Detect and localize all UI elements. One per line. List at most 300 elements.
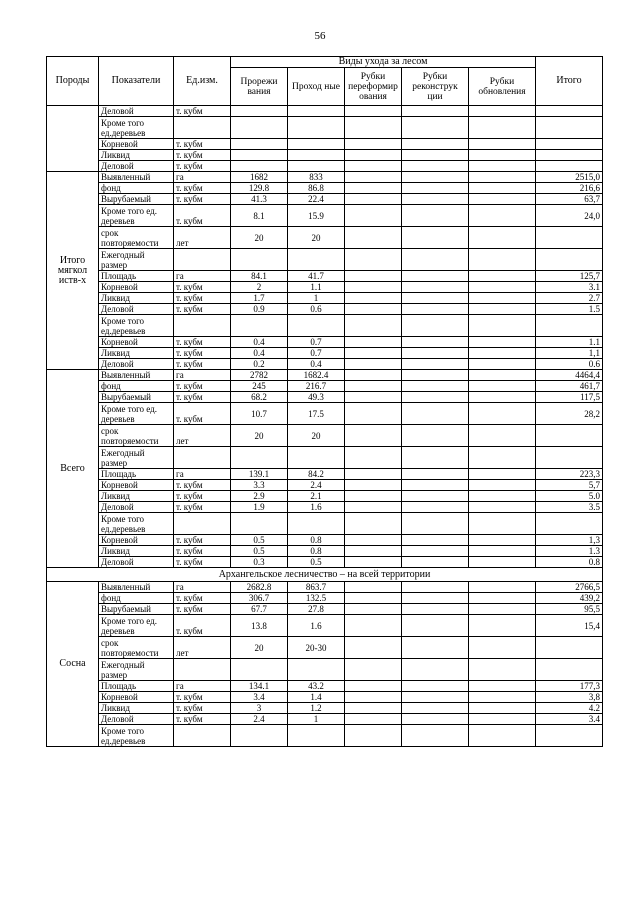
passage-cell: 2.1 (288, 491, 345, 502)
thinning-cell: 68.2 (231, 392, 288, 403)
section-label: Архангельское лесничество – на всей территории (47, 568, 603, 582)
indicator-cell: Деловой (99, 557, 174, 568)
unit-cell (174, 513, 231, 535)
header-indicators: Показатели (99, 57, 174, 106)
reform-cell (345, 205, 402, 227)
total-cell (536, 161, 603, 172)
reform-cell (345, 370, 402, 381)
table-row (47, 227, 603, 249)
reconstruct-cell (402, 615, 469, 637)
thinning-cell: 2.4 (231, 714, 288, 725)
renewal-cell (469, 491, 536, 502)
reconstruct-cell (402, 106, 469, 117)
renewal-cell (469, 139, 536, 150)
unit-cell: т. кубм (174, 381, 231, 392)
renewal-cell (469, 183, 536, 194)
reform-cell (345, 161, 402, 172)
thinning-cell: 20 (231, 637, 288, 659)
indicator-cell: Корневой (99, 692, 174, 703)
renewal-cell (469, 381, 536, 392)
thinning-cell (231, 106, 288, 117)
table-row (47, 615, 603, 637)
total-cell (536, 447, 603, 469)
total-cell: 223,3 (536, 469, 603, 480)
renewal-cell (469, 117, 536, 139)
passage-cell: 0.8 (288, 535, 345, 546)
unit-cell (174, 659, 231, 681)
total-cell: 5,7 (536, 480, 603, 491)
passage-cell: 1.6 (288, 615, 345, 637)
indicator-cell: Ликвид (99, 348, 174, 359)
indicator-cell: Деловой (99, 304, 174, 315)
header-renewal: Рубки обновления (469, 68, 536, 106)
renewal-cell (469, 304, 536, 315)
thinning-cell: 2 (231, 282, 288, 293)
renewal-cell (469, 315, 536, 337)
unit-cell: га (174, 469, 231, 480)
indicator-cell: Корневой (99, 282, 174, 293)
passage-cell (288, 117, 345, 139)
passage-cell: 0.7 (288, 348, 345, 359)
renewal-cell (469, 637, 536, 659)
total-cell: 3.4 (536, 714, 603, 725)
reform-cell (345, 106, 402, 117)
indicator-cell: Выявленный (99, 172, 174, 183)
unit-cell: т. кубм (174, 194, 231, 205)
passage-cell: 22.4 (288, 194, 345, 205)
passage-cell: 1.6 (288, 502, 345, 513)
renewal-cell (469, 546, 536, 557)
passage-cell: 1.2 (288, 703, 345, 714)
header-unit: Ед.изм. (174, 57, 231, 106)
thinning-cell: 3.3 (231, 480, 288, 491)
thinning-cell: 20 (231, 425, 288, 447)
unit-cell: га (174, 271, 231, 282)
reform-cell (345, 725, 402, 747)
total-cell: 15,4 (536, 615, 603, 637)
passage-cell: 41.7 (288, 271, 345, 282)
indicator-cell: Ликвид (99, 703, 174, 714)
reconstruct-cell (402, 315, 469, 337)
table-row (47, 205, 603, 227)
indicator-cell: Корневой (99, 139, 174, 150)
total-cell: 2766,5 (536, 582, 603, 593)
table-row (47, 546, 603, 557)
renewal-cell (469, 161, 536, 172)
thinning-cell: 3 (231, 703, 288, 714)
renewal-cell (469, 293, 536, 304)
passage-cell (288, 161, 345, 172)
indicator-cell: Площадь (99, 469, 174, 480)
reconstruct-cell (402, 582, 469, 593)
reform-cell (345, 593, 402, 604)
reform-cell (345, 304, 402, 315)
table-row (47, 469, 603, 480)
indicator-cell: Площадь (99, 681, 174, 692)
header-total: Итого (536, 57, 603, 106)
reconstruct-cell (402, 535, 469, 546)
reform-cell (345, 227, 402, 249)
thinning-cell (231, 447, 288, 469)
unit-cell: т. кубм (174, 161, 231, 172)
reconstruct-cell (402, 502, 469, 513)
table-row (47, 714, 603, 725)
thinning-cell (231, 161, 288, 172)
unit-cell: т. кубм (174, 546, 231, 557)
reform-cell (345, 703, 402, 714)
reconstruct-cell (402, 139, 469, 150)
reform-cell (345, 714, 402, 725)
reconstruct-cell (402, 480, 469, 491)
thinning-cell (231, 725, 288, 747)
reform-cell (345, 659, 402, 681)
total-cell: 3,8 (536, 692, 603, 703)
unit-cell: т. кубм (174, 205, 231, 227)
table-row (47, 359, 603, 370)
thinning-cell: 67.7 (231, 604, 288, 615)
thinning-cell (231, 659, 288, 681)
unit-cell: т. кубм (174, 150, 231, 161)
table-row (47, 582, 603, 593)
total-cell: 216,6 (536, 183, 603, 194)
table-row (47, 249, 603, 271)
thinning-cell: 245 (231, 381, 288, 392)
species-cell: Всего (47, 370, 99, 568)
table-row (47, 692, 603, 703)
thinning-cell: 306.7 (231, 593, 288, 604)
unit-cell: га (174, 370, 231, 381)
unit-cell: т. кубм (174, 348, 231, 359)
reconstruct-cell (402, 304, 469, 315)
renewal-cell (469, 194, 536, 205)
passage-cell (288, 725, 345, 747)
passage-cell: 20 (288, 227, 345, 249)
thinning-cell: 3.4 (231, 692, 288, 703)
passage-cell: 1.4 (288, 692, 345, 703)
total-cell (536, 425, 603, 447)
indicator-cell: Выявленный (99, 582, 174, 593)
renewal-cell (469, 615, 536, 637)
renewal-cell (469, 725, 536, 747)
passage-cell: 2.4 (288, 480, 345, 491)
renewal-cell (469, 692, 536, 703)
thinning-cell (231, 150, 288, 161)
indicator-cell: срок повторяемости (99, 425, 174, 447)
indicator-cell: Ежегодный размер (99, 447, 174, 469)
renewal-cell (469, 106, 536, 117)
unit-cell: т. кубм (174, 714, 231, 725)
renewal-cell (469, 469, 536, 480)
thinning-cell: 0.5 (231, 535, 288, 546)
indicator-cell: Корневой (99, 337, 174, 348)
indicator-cell: Кроме того ед.деревьев (99, 725, 174, 747)
indicator-cell: срок повторяемости (99, 227, 174, 249)
reform-cell (345, 282, 402, 293)
passage-cell: 0.4 (288, 359, 345, 370)
passage-cell: 863.7 (288, 582, 345, 593)
table-row (47, 315, 603, 337)
unit-cell: лет (174, 227, 231, 249)
thinning-cell: 84.1 (231, 271, 288, 282)
thinning-cell: 0.2 (231, 359, 288, 370)
total-cell (536, 106, 603, 117)
thinning-cell (231, 139, 288, 150)
reform-cell (345, 381, 402, 392)
total-cell: 95,5 (536, 604, 603, 615)
reform-cell (345, 480, 402, 491)
renewal-cell (469, 249, 536, 271)
reform-cell (345, 348, 402, 359)
total-cell: 2.7 (536, 293, 603, 304)
thinning-cell: 1682 (231, 172, 288, 183)
unit-cell: лет (174, 637, 231, 659)
total-cell (536, 249, 603, 271)
reform-cell (345, 637, 402, 659)
unit-cell: т. кубм (174, 139, 231, 150)
passage-cell: 27.8 (288, 604, 345, 615)
indicator-cell: Корневой (99, 480, 174, 491)
table-row (47, 725, 603, 747)
reconstruct-cell (402, 205, 469, 227)
thinning-cell: 0.4 (231, 337, 288, 348)
thinning-cell (231, 117, 288, 139)
table-row (47, 271, 603, 282)
indicator-cell: Кроме того ед.деревьев (99, 315, 174, 337)
reconstruct-cell (402, 293, 469, 304)
reconstruct-cell (402, 282, 469, 293)
passage-cell (288, 249, 345, 271)
thinning-cell: 0.4 (231, 348, 288, 359)
table-row (47, 150, 603, 161)
table-row (47, 557, 603, 568)
table-row (47, 282, 603, 293)
table-row (47, 194, 603, 205)
reconstruct-cell (402, 183, 469, 194)
section-row (47, 568, 603, 582)
indicator-cell: фонд (99, 381, 174, 392)
table-row (47, 703, 603, 714)
reconstruct-cell (402, 381, 469, 392)
renewal-cell (469, 681, 536, 692)
reform-cell (345, 271, 402, 282)
indicator-cell: Деловой (99, 359, 174, 370)
thinning-cell: 134.1 (231, 681, 288, 692)
total-cell: 0.8 (536, 557, 603, 568)
table-row (47, 659, 603, 681)
thinning-cell (231, 315, 288, 337)
reform-cell (345, 425, 402, 447)
total-cell (536, 659, 603, 681)
thinning-cell: 1.9 (231, 502, 288, 513)
renewal-cell (469, 172, 536, 183)
unit-cell: т. кубм (174, 304, 231, 315)
passage-cell (288, 659, 345, 681)
thinning-cell: 0.9 (231, 304, 288, 315)
thinning-cell (231, 513, 288, 535)
unit-cell: т. кубм (174, 359, 231, 370)
reform-cell (345, 249, 402, 271)
thinning-cell: 0.5 (231, 546, 288, 557)
total-cell (536, 227, 603, 249)
total-cell: 5.0 (536, 491, 603, 502)
reform-cell (345, 194, 402, 205)
table-row (47, 161, 603, 172)
reform-cell (345, 183, 402, 194)
total-cell (536, 315, 603, 337)
total-cell (536, 117, 603, 139)
renewal-cell (469, 703, 536, 714)
unit-cell: т. кубм (174, 557, 231, 568)
header-species: Породы (47, 57, 99, 106)
renewal-cell (469, 447, 536, 469)
reform-cell (345, 337, 402, 348)
reform-cell (345, 535, 402, 546)
renewal-cell (469, 348, 536, 359)
thinning-cell: 2782 (231, 370, 288, 381)
renewal-cell (469, 480, 536, 491)
indicator-cell: Площадь (99, 271, 174, 282)
passage-cell (288, 139, 345, 150)
table-row (47, 447, 603, 469)
table-body (47, 106, 603, 747)
passage-cell: 833 (288, 172, 345, 183)
table-row (47, 117, 603, 139)
reform-cell (345, 557, 402, 568)
indicator-cell: Деловой (99, 714, 174, 725)
header-thinning: Прорежи вания (231, 68, 288, 106)
table-row (47, 139, 603, 150)
indicator-cell: Кроме того ед. деревьев (99, 615, 174, 637)
table-header (47, 57, 603, 106)
indicator-cell: Кроме того ед. деревьев (99, 205, 174, 227)
reconstruct-cell (402, 249, 469, 271)
reform-cell (345, 491, 402, 502)
reconstruct-cell (402, 491, 469, 502)
thinning-cell: 2682.8 (231, 582, 288, 593)
passage-cell: 0.8 (288, 546, 345, 557)
renewal-cell (469, 337, 536, 348)
unit-cell: лет (174, 425, 231, 447)
renewal-cell (469, 205, 536, 227)
renewal-cell (469, 659, 536, 681)
renewal-cell (469, 370, 536, 381)
passage-cell: 216.7 (288, 381, 345, 392)
table-row (47, 381, 603, 392)
thinning-cell: 13.8 (231, 615, 288, 637)
reconstruct-cell (402, 337, 469, 348)
total-cell: 117,5 (536, 392, 603, 403)
indicator-cell: Ликвид (99, 546, 174, 557)
unit-cell: т. кубм (174, 282, 231, 293)
header-care-types: Виды ухода за лесом (231, 57, 536, 68)
total-cell (536, 637, 603, 659)
renewal-cell (469, 513, 536, 535)
table-row (47, 480, 603, 491)
indicator-cell: Деловой (99, 106, 174, 117)
reconstruct-cell (402, 348, 469, 359)
unit-cell: т. кубм (174, 106, 231, 117)
unit-cell: т. кубм (174, 615, 231, 637)
table-row (47, 637, 603, 659)
renewal-cell (469, 271, 536, 282)
table-row (47, 106, 603, 117)
reform-cell (345, 139, 402, 150)
total-cell: 1,1 (536, 348, 603, 359)
thinning-cell: 0.3 (231, 557, 288, 568)
reform-cell (345, 469, 402, 480)
indicator-cell: фонд (99, 593, 174, 604)
reconstruct-cell (402, 703, 469, 714)
unit-cell (174, 725, 231, 747)
reform-cell (345, 502, 402, 513)
indicator-cell: Ликвид (99, 491, 174, 502)
indicator-cell: Кроме того ед.деревьев (99, 513, 174, 535)
renewal-cell (469, 604, 536, 615)
passage-cell: 1 (288, 293, 345, 304)
passage-cell: 43.2 (288, 681, 345, 692)
unit-cell: т. кубм (174, 337, 231, 348)
reconstruct-cell (402, 447, 469, 469)
reconstruct-cell (402, 593, 469, 604)
reconstruct-cell (402, 425, 469, 447)
reconstruct-cell (402, 557, 469, 568)
unit-cell: га (174, 172, 231, 183)
unit-cell: га (174, 582, 231, 593)
reconstruct-cell (402, 271, 469, 282)
reconstruct-cell (402, 172, 469, 183)
unit-cell: т. кубм (174, 183, 231, 194)
indicator-cell: Корневой (99, 535, 174, 546)
unit-cell (174, 315, 231, 337)
passage-cell: 49.3 (288, 392, 345, 403)
total-cell (536, 725, 603, 747)
reconstruct-cell (402, 714, 469, 725)
total-cell: 2515,0 (536, 172, 603, 183)
table-row (47, 293, 603, 304)
renewal-cell (469, 557, 536, 568)
passage-cell (288, 150, 345, 161)
unit-cell (174, 249, 231, 271)
thinning-cell: 139.1 (231, 469, 288, 480)
total-cell: 177,3 (536, 681, 603, 692)
unit-cell: га (174, 681, 231, 692)
unit-cell: т. кубм (174, 593, 231, 604)
reform-cell (345, 615, 402, 637)
renewal-cell (469, 425, 536, 447)
renewal-cell (469, 359, 536, 370)
total-cell: 24,0 (536, 205, 603, 227)
unit-cell (174, 447, 231, 469)
total-cell: 125,7 (536, 271, 603, 282)
total-cell: 3.1 (536, 282, 603, 293)
total-cell: 63,7 (536, 194, 603, 205)
total-cell: 461,7 (536, 381, 603, 392)
thinning-cell: 2.9 (231, 491, 288, 502)
reconstruct-cell (402, 659, 469, 681)
page-number: 56 (314, 30, 326, 42)
passage-cell: 20 (288, 425, 345, 447)
reconstruct-cell (402, 227, 469, 249)
thinning-cell: 129.8 (231, 183, 288, 194)
species-cell: Сосна (47, 582, 99, 747)
reconstruct-cell (402, 546, 469, 557)
unit-cell (174, 117, 231, 139)
header-reform: Рубки переформир ования (345, 68, 402, 106)
total-cell: 1.1 (536, 337, 603, 348)
reconstruct-cell (402, 637, 469, 659)
passage-cell: 84.2 (288, 469, 345, 480)
reconstruct-cell (402, 403, 469, 425)
